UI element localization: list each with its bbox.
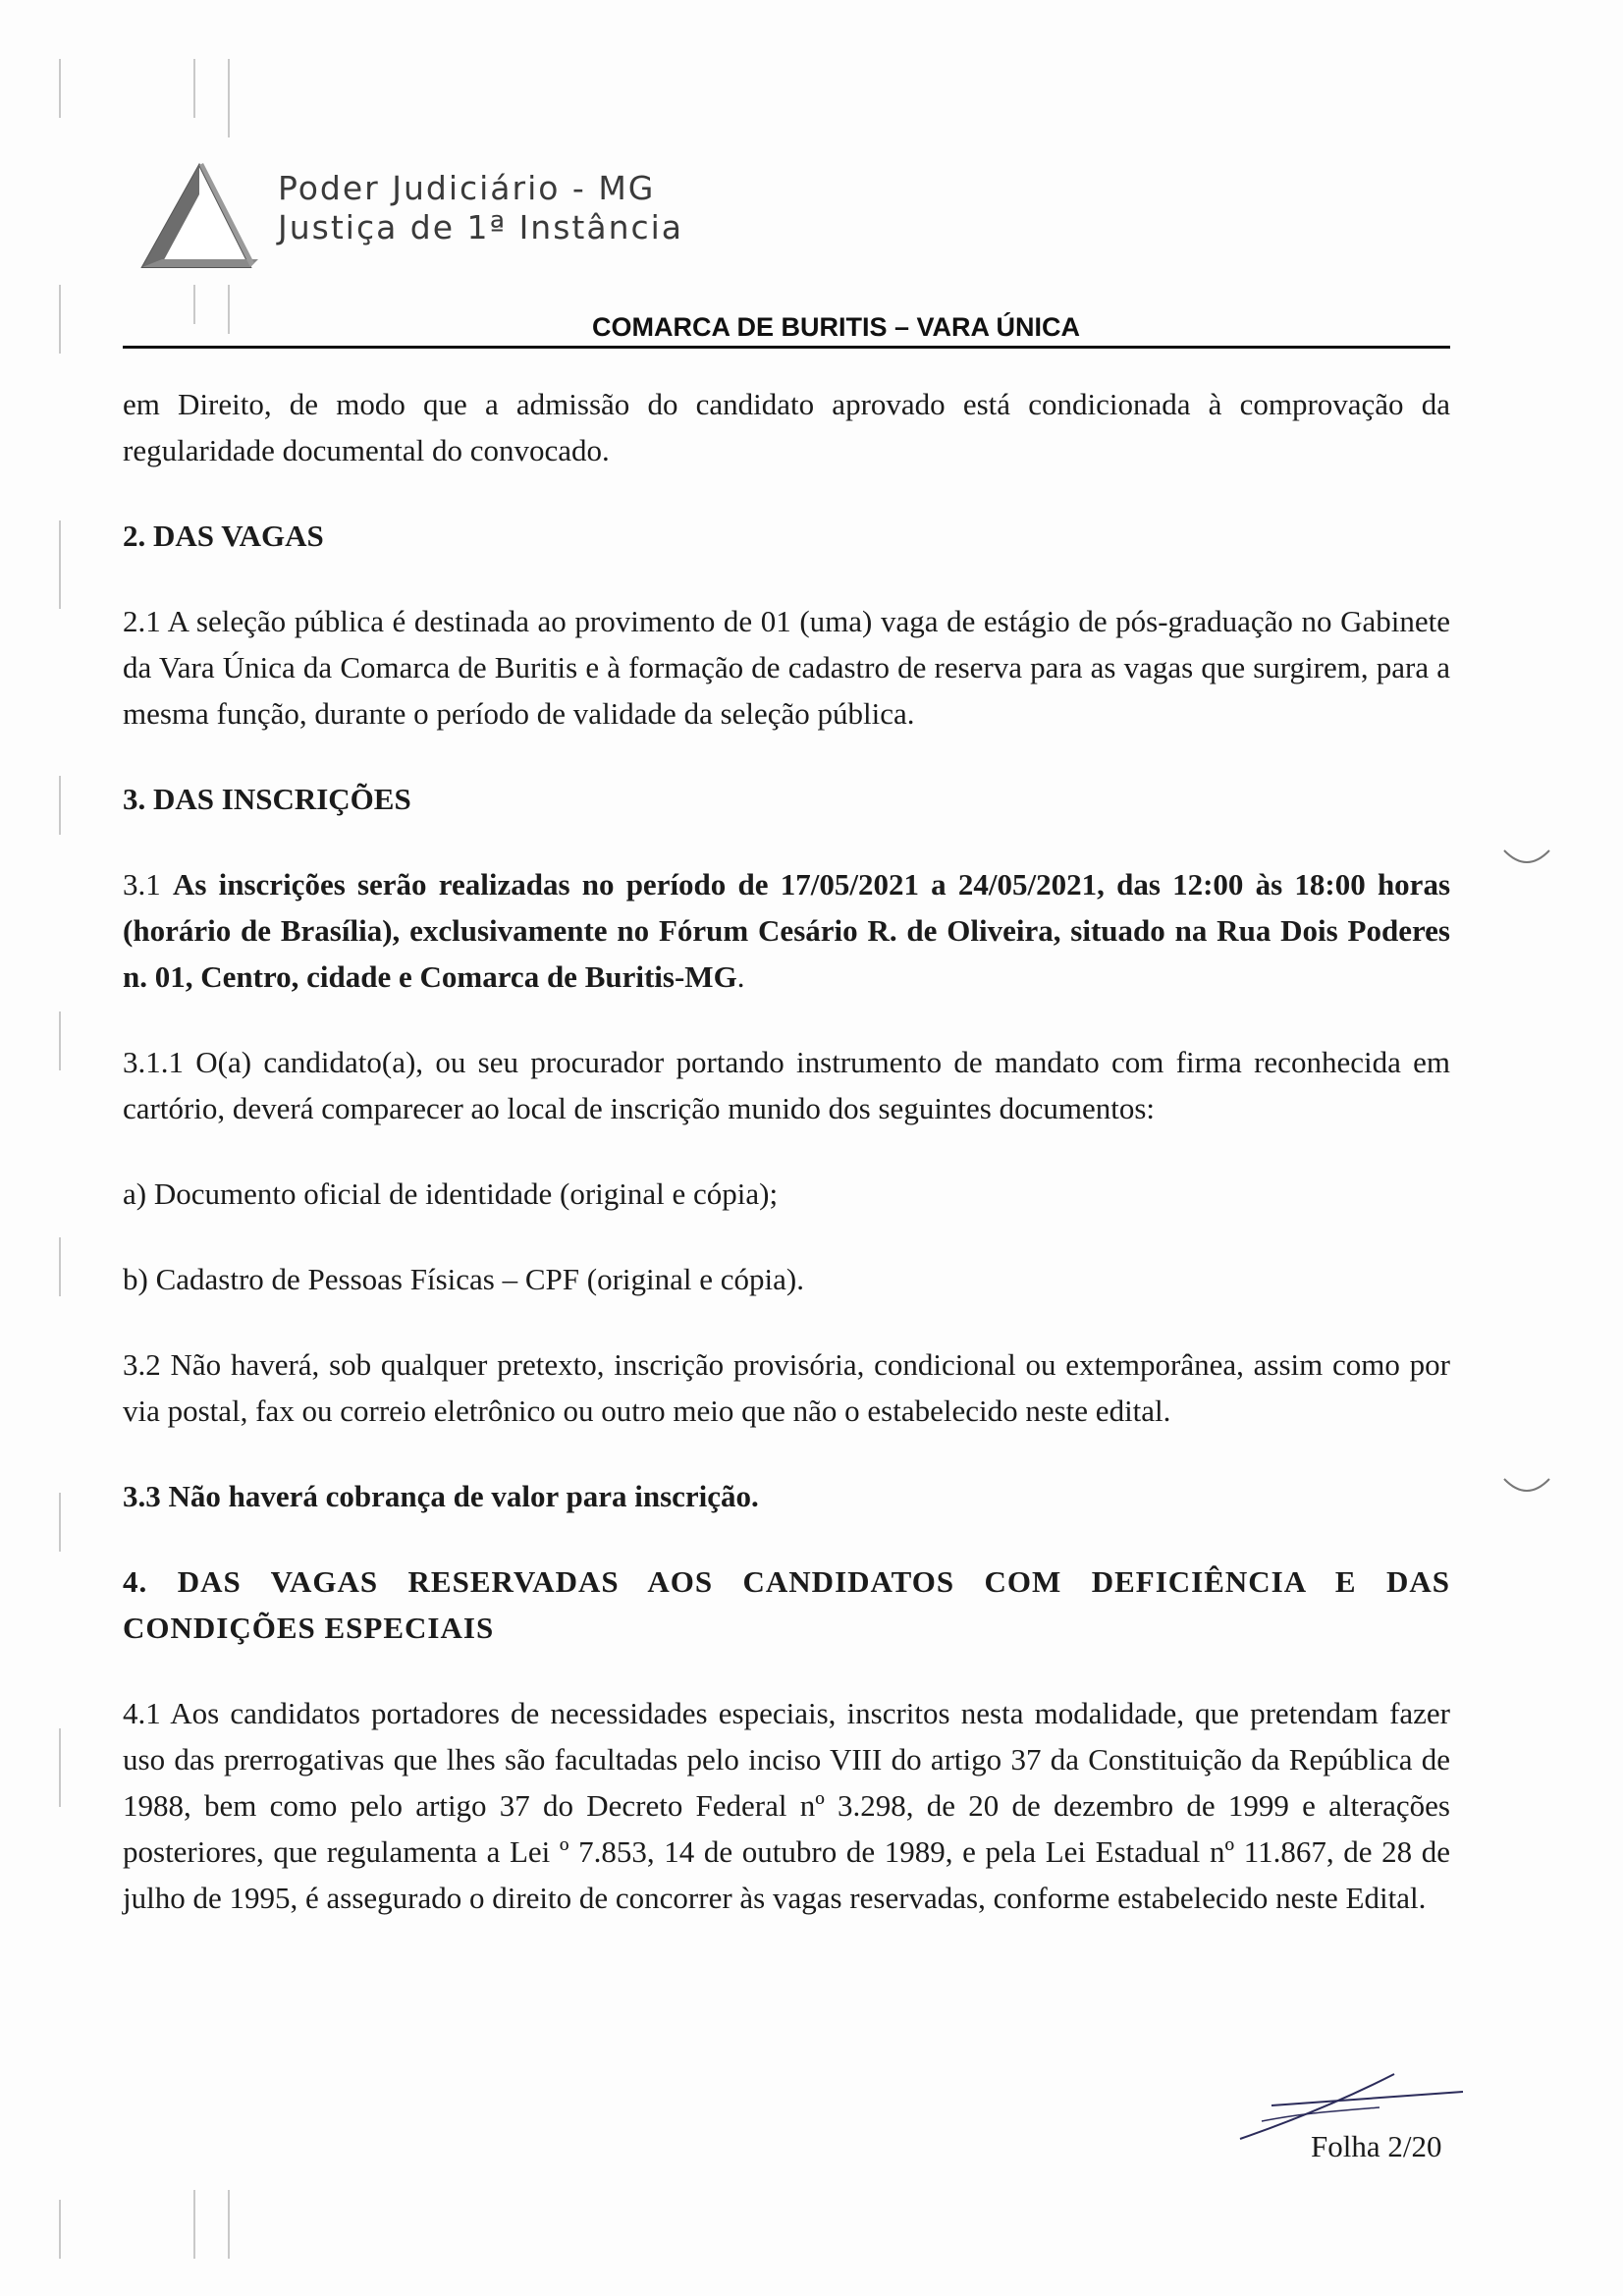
paragraph-3-2: 3.2 Não haverá, sob qualquer pretexto, inscrição provisória, condicional ou extemporânea, assim como por via postal, fax ou correio eletrônico ou outro meio que não o estabelecido neste edital. [123, 1347, 1450, 1428]
paragraph-3-1-1: 3.1.1 O(a) candidato(a), ou seu procurador portando instrumento de mandato com firma reconhecida em cartório, deverá comparecer ao local de inscrição munido dos seguintes documentos: [123, 1045, 1450, 1125]
paragraph-3-1-end: . [736, 959, 745, 994]
scan-mark [59, 1237, 61, 1296]
scan-mark [59, 1728, 61, 1807]
list-item-b: b) Cadastro de Pessoas Físicas – CPF (original e cópia). [123, 1262, 804, 1296]
comarca-heading: COMARCA DE BURITIS – VARA ÚNICA [591, 312, 1080, 342]
intro-paragraph: em Direito, de modo que a admissão do candidato aprovado está condicionada à comprovação da regularidade documental do convocado. [123, 387, 1450, 467]
page-number: Folha 2/20 [1311, 2129, 1442, 2163]
paragraph-2-1: 2.1 A seleção pública é destinada ao provimento de 01 (uma) vaga de estágio de pós-graduação no Gabinete da Vara Única da Comarca de Buritis e à formação de cadastro de reserva para as vagas que surgirem, para a mesma função, durante o período de validade da seleção pública. [123, 604, 1450, 731]
paragraph-3-1 [123, 861, 1450, 1000]
paragraph-3-3: 3.3 Não haverá cobrança de valor para inscrição. [123, 1479, 759, 1513]
scan-mark [59, 1011, 61, 1070]
paragraph-3-1-text: As inscrições serão realizadas no período de 17/05/2021 a 24/05/2021, das 12:00 às 18:00 horas (horário de Brasília), exclusivamente no Fórum Cesário R. de Oliveira, situado na Rua Dois Poderes n. 01, Centro, cidade e Comarca de Buritis-MG [123, 867, 1451, 994]
court-triangle-logo-icon [133, 157, 265, 275]
court-name-block [278, 169, 683, 247]
scan-mark [193, 59, 195, 118]
list-item-a: a) Documento oficial de identidade (original e cópia); [123, 1176, 779, 1211]
org-line-2: Justiça de 1ª Instância [278, 208, 684, 246]
scan-mark [59, 776, 61, 835]
org-line-1: Poder Judiciário - MG [278, 169, 656, 207]
document-body [123, 381, 1450, 1960]
paragraph-3-1-number: 3.1 [123, 867, 161, 902]
scan-mark [228, 59, 230, 137]
scan-mark [228, 2190, 230, 2259]
section-4-title: 4. DAS VAGAS RESERVADAS AOS CANDIDATOS COM DEFICIÊNCIA E DAS CONDIÇÕES ESPECIAIS [123, 1564, 1450, 1645]
header-rule [123, 346, 1450, 349]
scan-mark [59, 59, 61, 118]
section-2-title: 2. DAS VAGAS [123, 519, 324, 553]
page-curl-mark [1502, 845, 1551, 874]
scan-mark [59, 1493, 61, 1552]
scan-mark [59, 2200, 61, 2259]
paragraph-4-1: 4.1 Aos candidatos portadores de necessidades especiais, inscritos nesta modalidade, que pretendam fazer uso das prerrogativas que lhes são facultadas pelo inciso VIII do artigo 37 da Constituição da República de 1988, bem como pelo artigo 37 do Decreto Federal nº 3.298, de 20 de dezembro de 1999 e alterações posteriores, que regulamenta a Lei º 7.853, 14 de outubro de 1989, e pela Lei Estadual nº 11.867, de 28 de julho de 1995, é assegurado o direito de concorrer às vagas reservadas, conforme estabelecido neste Edital. [123, 1696, 1450, 1915]
page-curl-mark [1502, 1473, 1551, 1503]
scan-mark [59, 520, 61, 609]
section-3-title: 3. DAS INSCRIÇÕES [123, 782, 411, 816]
scan-mark [193, 2190, 195, 2259]
